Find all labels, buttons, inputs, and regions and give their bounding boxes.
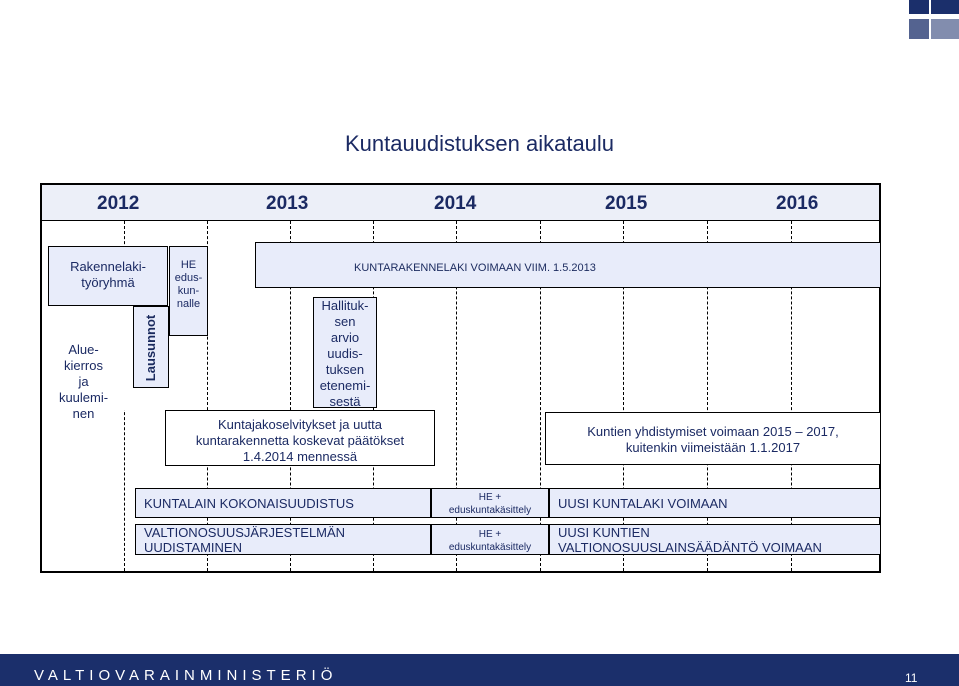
lausunnot-label: Lausunnot (143, 314, 158, 382)
yhdistymiset-box: Kuntien yhdistymiset voimaan 2015 – 2017, kuitenkin viimeistään 1.1.2017 (545, 412, 881, 465)
ministry-logo: VALTIOVARAINMINISTERIÖ (34, 667, 338, 684)
year-2012: 2012 (97, 193, 140, 214)
decor-square-2 (931, 0, 959, 14)
decor-square-3 (909, 19, 929, 39)
kuntajakoselvitykset-box: Kuntajakoselvitykset ja uutta kuntarakennetta koskevat päätökset 1.4.2014 mennessä (165, 410, 435, 466)
kuntarakennelaki-label: KUNTARAKENNELAKI VOIMAAN VIIM. 1.5.2013 (354, 262, 596, 274)
he-eduskunnalle-box: HE edus- kun- nalle (169, 246, 208, 336)
he-eduskunta-box-2: HE + eduskuntakäsittely (431, 524, 549, 555)
year-2016: 2016 (776, 193, 819, 214)
valtionosuus-box: VALTIONOSUUSJÄRJESTELMÄN UUDISTAMINEN (135, 524, 431, 555)
kuntalain-box: KUNTALAIN KOKONAISUUDISTUS (135, 488, 431, 518)
page-number: 11 (905, 671, 918, 685)
decor-square-1 (909, 0, 929, 14)
rakennelaki-box: Rakennelaki- työryhmä (48, 246, 168, 306)
uusi-kuntien-box: UUSI KUNTIEN VALTIONOSUUSLAINSÄÄDÄNTÖ VOIMAAN (549, 524, 881, 555)
page-title: Kuntauudistuksen aikataulu (344, 131, 615, 156)
uusi-kuntalaki-box: UUSI KUNTALAKI VOIMAAN (549, 488, 881, 518)
he-eduskunta-box-1: HE + eduskuntakäsittely (431, 488, 549, 518)
year-2014: 2014 (434, 193, 477, 214)
year-2015: 2015 (605, 193, 648, 214)
hallituksen-arvio-box: Hallituk- sen arvio uudis- tuksen etenemi- sestä (313, 297, 377, 408)
year-2013: 2013 (266, 193, 309, 214)
decor-square-4 (931, 19, 959, 39)
aluekierros-box: Alue- kierros ja kuulemi- nen (42, 306, 125, 410)
